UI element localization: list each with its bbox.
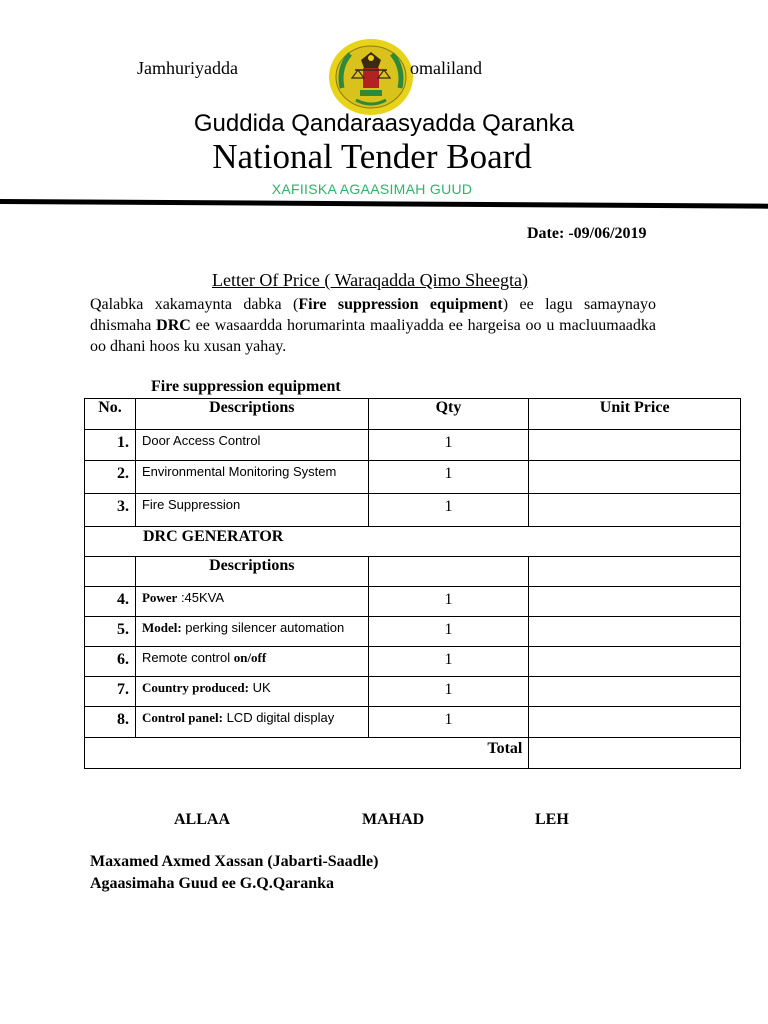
row-description	[135, 617, 368, 647]
table-row	[85, 494, 741, 527]
row-number: 2.	[85, 461, 136, 494]
row-description	[135, 707, 368, 738]
row-unit-price-cell[interactable]	[529, 707, 741, 738]
desc-value: :45KVA	[177, 590, 225, 605]
closing-word-1: ALLAA	[174, 811, 231, 828]
empty-cell	[368, 557, 529, 587]
price-table	[84, 398, 741, 769]
table-row	[85, 587, 741, 617]
desc-value-bold: on/off	[233, 650, 267, 665]
row-description: Environmental Monitoring System	[135, 461, 368, 494]
row-unit-price-cell[interactable]	[529, 587, 741, 617]
row-unit-price-cell[interactable]	[529, 494, 741, 527]
total-row	[85, 738, 741, 769]
row-number: 1.	[85, 430, 136, 461]
intro-bold-equipment: Fire suppression equipment	[298, 296, 503, 313]
signatory-title: Agaasimaha Guud ee G.Q.Qaranka	[90, 875, 335, 892]
row-number: 3.	[85, 494, 136, 527]
header-no: No.	[85, 399, 136, 430]
letter-date: Date: -09/06/2019	[527, 225, 647, 242]
generator-title: DRC GENERATOR	[85, 527, 741, 557]
desc-label: Model:	[141, 620, 182, 635]
row-qty: 1	[368, 617, 529, 647]
intro-bold-drc: DRC	[156, 317, 191, 334]
row-qty: 1	[368, 461, 529, 494]
row-unit-price-cell[interactable]	[529, 677, 741, 707]
header-right-text: omaliland	[410, 58, 482, 78]
row-number: 6.	[85, 647, 136, 677]
header-descriptions: Descriptions	[135, 399, 368, 430]
desc-label: Country produced:	[141, 680, 249, 695]
letter-subject: Letter Of Price ( Waraqadda Qimo Sheegta)	[211, 270, 529, 290]
row-number: 8.	[85, 707, 136, 738]
closing-word-3: LEH	[535, 811, 569, 828]
total-label: Total	[85, 738, 529, 769]
table-row	[85, 430, 741, 461]
row-qty: 1	[368, 430, 529, 461]
desc-label: Control panel:	[141, 710, 223, 725]
desc-value: Remote control	[141, 650, 234, 665]
row-unit-price-cell[interactable]	[529, 647, 741, 677]
closing-word-2: MAHAD	[362, 811, 425, 828]
table-row	[85, 707, 741, 738]
row-description	[135, 647, 368, 677]
committee-name: Guddida Qandaraasyadda Qaranka	[193, 110, 575, 137]
row-qty: 1	[368, 494, 529, 527]
header-unit-price: Unit Price	[529, 399, 741, 430]
empty-cell	[529, 557, 741, 587]
empty-cell	[85, 557, 136, 587]
row-number: 5.	[85, 617, 136, 647]
generator-desc-header: Descriptions	[135, 557, 368, 587]
table-row	[85, 617, 741, 647]
table-header-row	[85, 399, 741, 430]
header-qty: Qty	[368, 399, 529, 430]
header-divider	[0, 199, 768, 209]
row-description: Fire Suppression	[135, 494, 368, 527]
generator-header-row	[85, 557, 741, 587]
row-unit-price-cell[interactable]	[529, 430, 741, 461]
desc-value: LCD digital display	[222, 710, 335, 725]
section-title: Fire suppression equipment	[151, 378, 341, 395]
row-qty: 1	[368, 587, 529, 617]
desc-value: UK	[248, 680, 271, 695]
table-row	[85, 461, 741, 494]
row-description	[135, 677, 368, 707]
national-seal-icon	[328, 38, 414, 116]
row-number: 4.	[85, 587, 136, 617]
generator-title-row	[85, 527, 741, 557]
intro-paragraph	[90, 294, 656, 357]
total-value-cell[interactable]	[529, 738, 741, 769]
row-qty: 1	[368, 647, 529, 677]
row-number: 7.	[85, 677, 136, 707]
intro-text-3: ee wasaardda horumarinta maaliyadda ee hargeisa oo u macluumaadka oo dhani hoos ku xusan yahay.	[90, 317, 656, 355]
table-row	[85, 677, 741, 707]
intro-text-2: ) ee lagu samaynayo dhismaha	[90, 296, 656, 334]
signatory-name: Maxamed Axmed Xassan (Jabarti-Saadle)	[90, 853, 379, 870]
row-qty: 1	[368, 677, 529, 707]
desc-label: Power	[141, 590, 178, 605]
board-title: National Tender Board	[212, 137, 532, 176]
row-unit-price-cell[interactable]	[529, 617, 741, 647]
row-description	[135, 587, 368, 617]
row-unit-price-cell[interactable]	[529, 461, 741, 494]
row-qty: 1	[368, 707, 529, 738]
desc-value: perking silencer automation	[181, 620, 345, 635]
header-left-text: Jamhuriyadda	[137, 58, 238, 78]
row-description: Door Access Control	[135, 430, 368, 461]
office-name: XAFIISKA AGAASIMAH GUUD	[271, 181, 473, 197]
table-row	[85, 647, 741, 677]
intro-text-1: Qalabka xakamaynta dabka (	[90, 296, 299, 313]
